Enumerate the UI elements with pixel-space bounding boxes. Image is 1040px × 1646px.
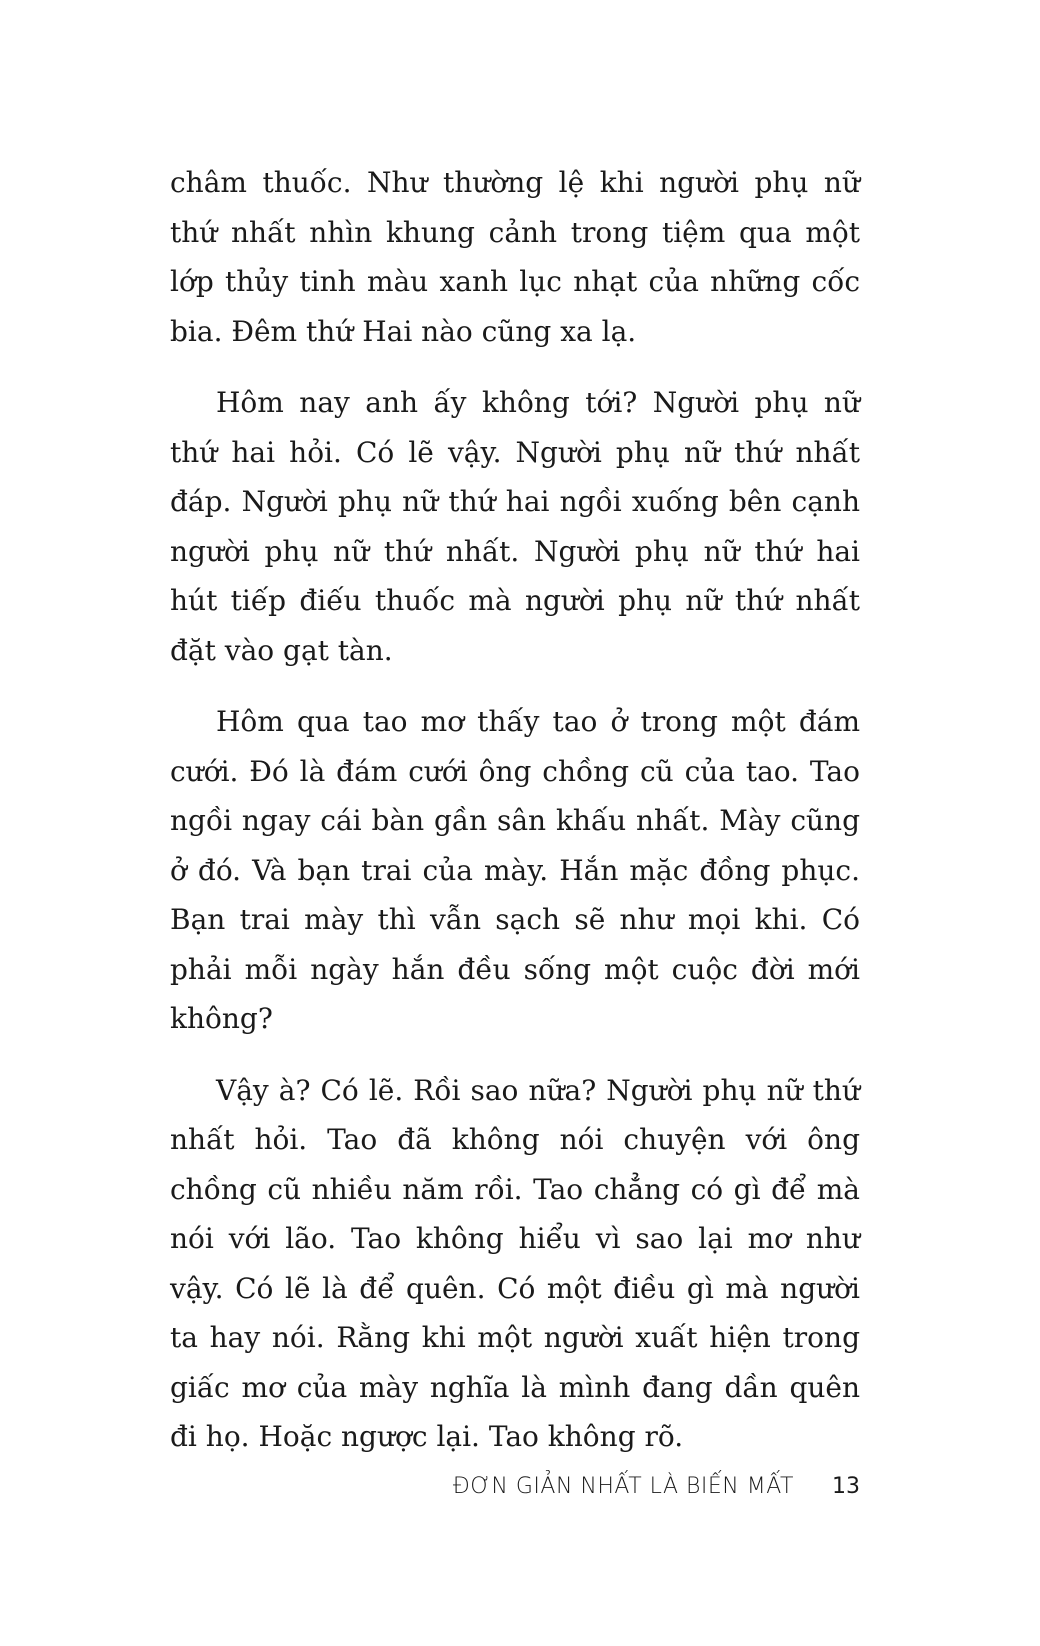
- page-footer: [170, 1474, 860, 1499]
- running-title: ĐƠN GIẢN NHẤT LÀ BIẾN MẤT: [452, 1474, 794, 1499]
- page-number: 13: [832, 1474, 860, 1499]
- paragraph-4: Vậy à? Có lẽ. Rồi sao nữa? Người phụ nữ thứ nhất hỏi. Tao đã không nói chuyện với ông chồng cũ nhiều năm rồi. Tao chẳng có gì để mà nói với lão. Tao không hiểu vì sao lại mơ như vậy. Có lẽ là để quên. Có một điều gì mà người ta hay nói. Rằng khi một người xuất hiện trong giấc mơ của mày nghĩa là mình đang dần quên đi họ. Hoặc ngược lại. Tao không rõ.: [170, 1073, 860, 1453]
- paragraph-1: châm thuốc. Như thường lệ khi người phụ nữ thứ nhất nhìn khung cảnh trong tiệm qua một lớp thủy tinh màu xanh lục nhạt của những cốc bia. Đêm thứ Hai nào cũng xa lạ.: [170, 166, 860, 348]
- paragraph-3: Hôm qua tao mơ thấy tao ở trong một đám cưới. Đó là đám cưới ông chồng cũ của tao. Tao ngồi ngay cái bàn gần sân khấu nhất. Mày cũng ở đó. Và bạn trai của mày. Hắn mặc đồng phục. Bạn trai mày thì vẫn sạch sẽ như mọi khi. Có phải mỗi ngày hắn đều sống một cuộc đời mới không?: [170, 705, 860, 1035]
- body-text: [170, 158, 860, 1484]
- paragraph-2: Hôm nay anh ấy không tới? Người phụ nữ thứ hai hỏi. Có lẽ vậy. Người phụ nữ thứ nhất đáp. Người phụ nữ thứ hai ngồi xuống bên cạnh người phụ nữ thứ nhất. Người phụ nữ thứ hai hút tiếp điếu thuốc mà người phụ nữ thứ nhất đặt vào gạt tàn.: [170, 386, 860, 667]
